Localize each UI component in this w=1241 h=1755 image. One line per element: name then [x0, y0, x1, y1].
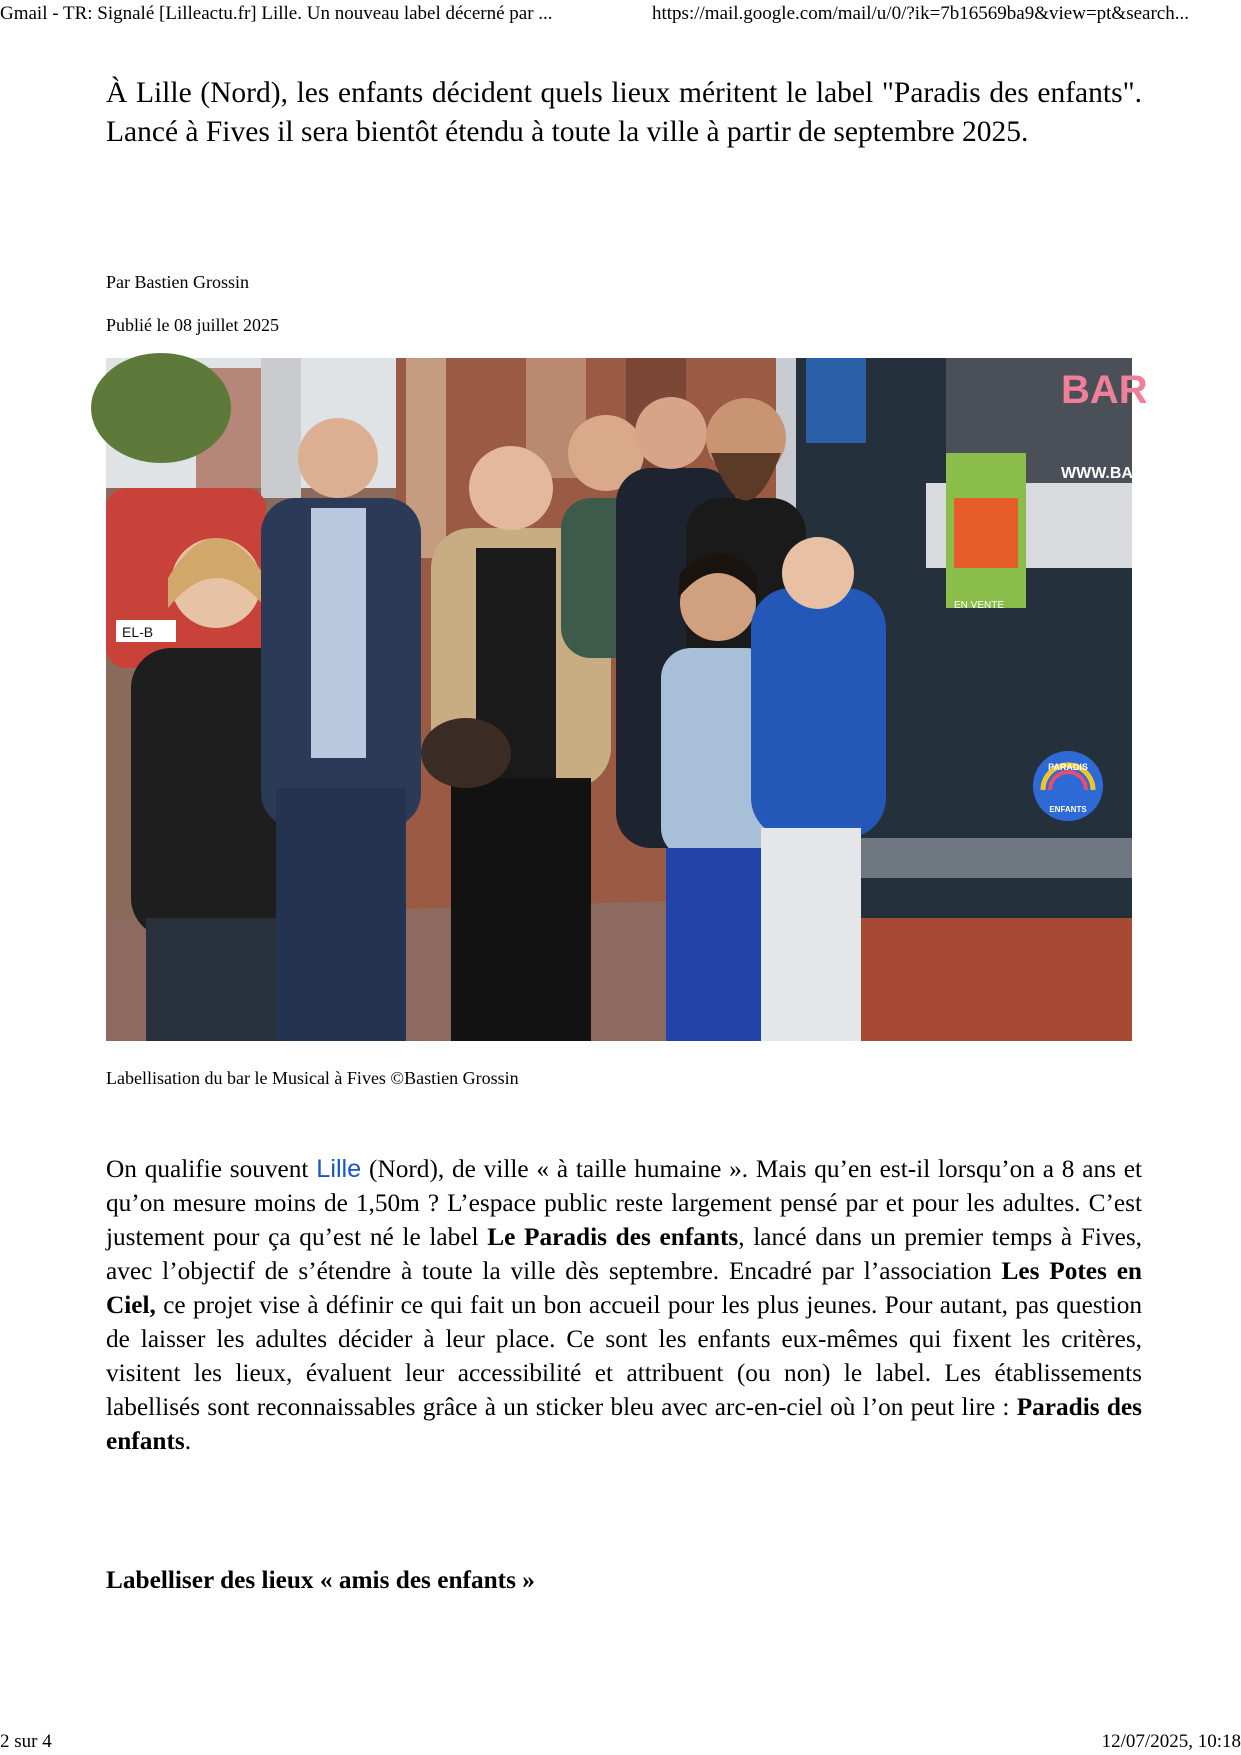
photo-illustration [106, 358, 1148, 1041]
sticker-bottom-text: ENFANTS [1049, 805, 1087, 814]
article-author: Par Bastien Grossin [106, 272, 249, 292]
body-text-segment: On qualifie souvent [106, 1155, 317, 1183]
window-url-text: WWW.BA [1061, 465, 1133, 482]
poster-text: EN VENTE [954, 600, 1005, 611]
photo-poster-blue [806, 358, 866, 443]
paradis-des-enfants-sticker [1033, 751, 1103, 821]
print-timestamp: 12/07/2025, 10:18 [1101, 1731, 1241, 1752]
photo-tree [91, 353, 231, 463]
page-number: 2 sur 4 [0, 1731, 52, 1752]
article-photo [106, 358, 1148, 1041]
body-text-segment: ce projet vise à définir ce qui fait un bon accueil pour les plus jeunes. Pour autant, pas question de laisser les adultes décider à leur place. Ce sont les enfants eux-mêmes qui fixent les critères, visitent les lieux, évaluent leur accessibilité et attribuent (ou non) le label. Les établissements labellisés sont reconnaissables grâce à un sticker bleu avec arc-en-ciel où l’on peut lire : [106, 1291, 1142, 1421]
article-date: Publié le 08 juillet 2025 [106, 315, 279, 335]
person-man-suit [261, 418, 421, 1041]
article-body-paragraph [106, 1152, 1142, 1458]
body-text-segment: , lancé dans un premier temps à Fives, avec l’objectif de s’étendre à toute la ville dès septembre. Encadré par l’association [106, 1223, 1143, 1285]
browser-title: Gmail - TR: Signalé [Lilleactu.fr] Lille. Un nouveau label décerné par ... [0, 3, 553, 24]
sticker-text-bold: Paradis des enfants [106, 1393, 1143, 1455]
browser-url: https://mail.google.com/mail/u/0/?ik=7b16569ba9&view=pt&search... [652, 3, 1189, 24]
body-text-segment: . [184, 1427, 192, 1455]
lille-link[interactable]: Lille [316, 1155, 362, 1183]
body-text-segment: (Nord), de ville « à taille humaine ». Mais qu’en est-il lorsqu’on a 8 ans et qu’on mesure moins de 1,50m ? L’espace public reste largement pensé par et pour les adultes. C’est justement pour ça qu’est né le label [106, 1155, 1142, 1251]
window-bar-text: BAR [1061, 368, 1148, 412]
label-name-bold: Le Paradis des enfants [487, 1223, 739, 1251]
association-name-bold: Les Potes en Ciel, [106, 1257, 1142, 1319]
sticker-top-text: PARADIS [1048, 762, 1088, 772]
article-subheading: Labelliser des lieux « amis des enfants » [106, 1566, 535, 1594]
article-lede: À Lille (Nord), les enfants décident quels lieux méritent le label "Paradis des enfants". Lancé à Fives il sera bientôt étendu à toute la ville à partir de septembre 2025. [106, 77, 1142, 148]
photo-caption: Labellisation du bar le Musical à Fives ©Bastien Grossin [106, 1068, 519, 1088]
plate-text: EL-B [122, 624, 154, 640]
